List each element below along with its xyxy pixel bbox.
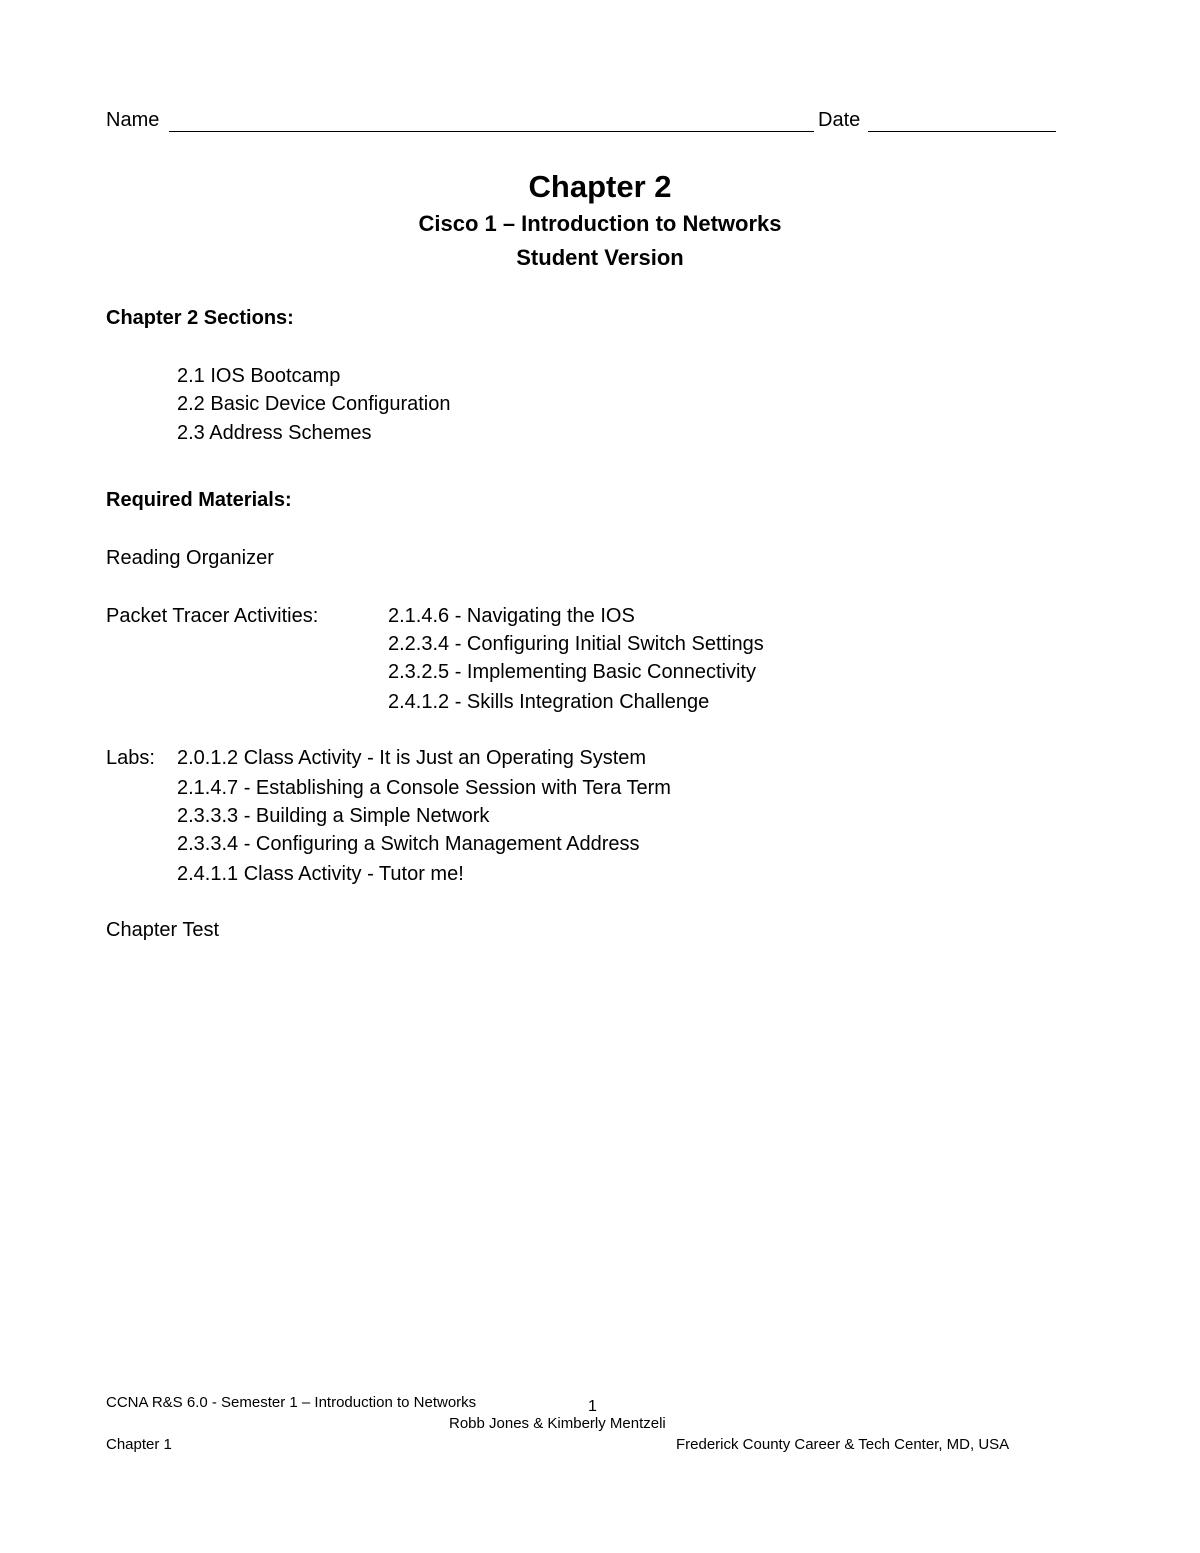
- lab-item: 2.3.3.3 - Building a Simple Network: [177, 805, 490, 827]
- page-number: 1: [588, 1398, 597, 1415]
- date-label: Date: [818, 109, 861, 131]
- section-item: 2.2 Basic Device Configuration: [177, 393, 451, 415]
- packet-tracer-item: 2.1.4.6 - Navigating the IOS: [388, 605, 635, 627]
- lab-item: 2.0.1.2 Class Activity - It is Just an Operating System: [177, 747, 647, 769]
- footer-school: Frederick County Career & Tech Center, MD, USA: [676, 1436, 1010, 1453]
- version-subtitle: Student Version: [516, 245, 684, 270]
- page-title: Chapter 2: [528, 169, 672, 204]
- lab-item: 2.4.1.1 Class Activity - Tutor me!: [177, 863, 464, 885]
- footer-course: CCNA R&S 6.0 - Semester 1 – Introduction to Networks: [106, 1394, 477, 1411]
- course-subtitle: Cisco 1 – Introduction to Networks: [418, 211, 782, 236]
- chapter-test: Chapter Test: [106, 919, 220, 941]
- materials-heading: Required Materials:: [106, 489, 292, 511]
- name-blank-line[interactable]: [169, 131, 814, 132]
- date-blank-line[interactable]: [868, 131, 1056, 132]
- name-date-row: [106, 108, 1056, 136]
- labs-label: Labs:: [106, 747, 155, 769]
- packet-tracer-item: 2.2.3.4 - Configuring Initial Switch Settings: [388, 633, 764, 655]
- footer-chapter: Chapter 1: [106, 1436, 172, 1453]
- reading-organizer: Reading Organizer: [106, 547, 274, 569]
- lab-item: 2.1.4.7 - Establishing a Console Session with Tera Term: [177, 777, 671, 799]
- packet-tracer-item: 2.3.2.5 - Implementing Basic Connectivity: [388, 661, 756, 683]
- sections-heading: Chapter 2 Sections:: [106, 307, 294, 329]
- packet-tracer-item: 2.4.1.2 - Skills Integration Challenge: [388, 691, 710, 713]
- section-item: 2.1 IOS Bootcamp: [177, 365, 341, 387]
- lab-item: 2.3.3.4 - Configuring a Switch Management Address: [177, 833, 640, 855]
- packet-tracer-label: Packet Tracer Activities:: [106, 605, 319, 627]
- name-label: Name: [106, 109, 160, 131]
- section-item: 2.3 Address Schemes: [177, 422, 372, 444]
- footer-authors: Robb Jones & Kimberly Mentzeli: [449, 1415, 666, 1432]
